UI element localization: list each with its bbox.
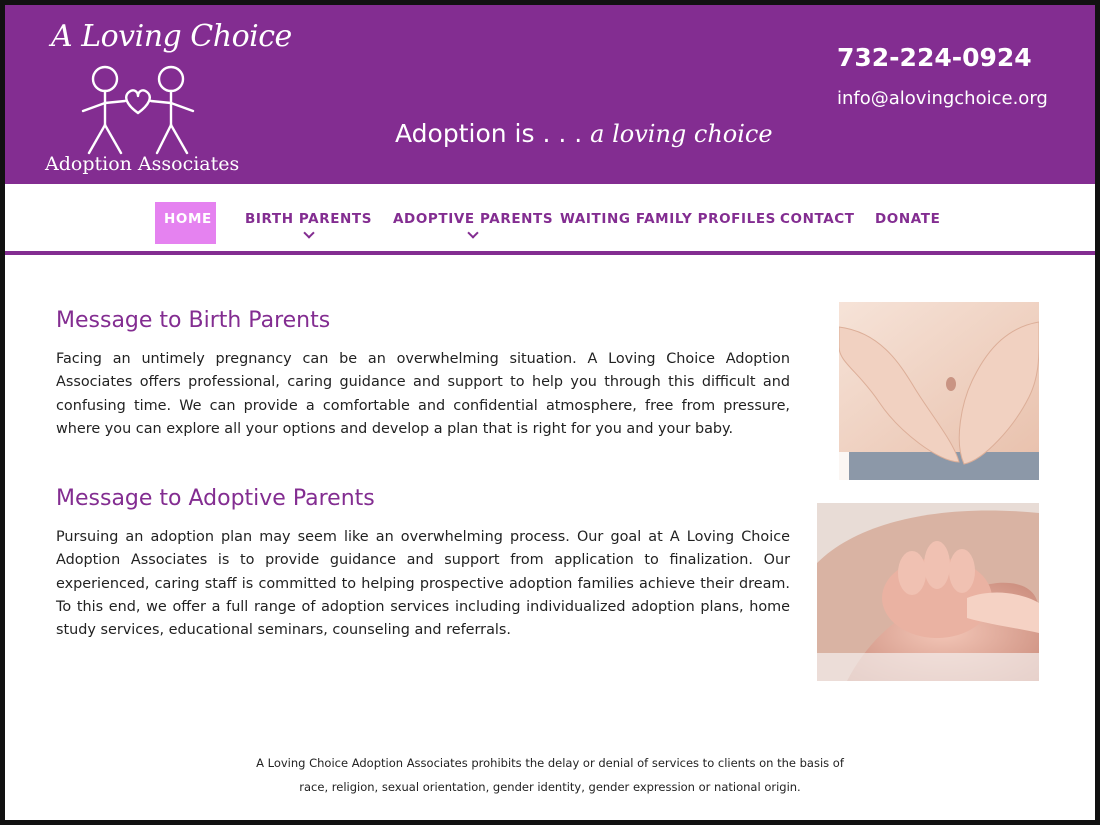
nondiscrimination-notice-line1: A Loving Choice Adoption Associates prohibits the delay or denial of services to clients on the basis of xyxy=(256,756,844,770)
nav-contact[interactable] xyxy=(771,202,864,244)
adoptive-parents-message: Pursuing an adoption plan may seem like an overwhelming process. Our goal at A Loving Choice Adoption Associates is to provide guidance and support from application to finalization. Our experienced, caring staff is committed to helping prospective adoption families achieve their dream. To this end, we offer a full range of adoption services including individualized adoption plans, home study services, educational seminars, counseling and referrals. xyxy=(56,529,790,639)
birth-parents-heading: Message to Birth Parents xyxy=(56,308,331,333)
nav-contact-label: CONTACT xyxy=(780,211,855,227)
pregnant-belly-heart-hands-photo xyxy=(839,302,1039,480)
logo-subtitle: Adoption Associates xyxy=(45,153,240,175)
chevron-down-icon xyxy=(303,227,314,238)
site-logo[interactable] xyxy=(45,15,292,183)
nav-waiting-family-profiles[interactable] xyxy=(551,202,785,244)
site-header xyxy=(5,5,1095,184)
birth-parents-message: Facing an untimely pregnancy can be an overwhelming situation. A Loving Choice Adoption Associates offers professional, caring guidance and support to help you through this difficult and confusing time. We can provide a comfortable and confidential atmosphere, free from pressure, where you can explore all your options and develop a plan that is right for you and your baby. xyxy=(56,351,790,437)
nav-birth-parents[interactable] xyxy=(236,202,381,244)
adoptive-parents-heading: Message to Adoptive Parents xyxy=(56,486,375,511)
main-nav xyxy=(5,184,1095,255)
chevron-down-icon xyxy=(467,227,478,238)
tagline-script: a loving choice xyxy=(590,120,773,148)
site-tagline xyxy=(395,119,773,148)
phone-number[interactable]: 732-224-0924 xyxy=(837,43,1032,72)
nav-adoptive-parents-label: ADOPTIVE PARENTS xyxy=(393,211,554,227)
logo-title: A Loving Choice xyxy=(51,19,292,54)
email-link[interactable]: info@alovingchoice.org xyxy=(837,88,1048,109)
stick-figures-heart-icon xyxy=(67,61,217,155)
nav-donate[interactable] xyxy=(866,202,949,244)
baby-hand-holding-finger-photo xyxy=(817,503,1039,681)
nondiscrimination-notice-line2: race, religion, sexual orientation, gender identity, gender expression or national origin. xyxy=(299,780,801,794)
nav-home-label: HOME xyxy=(164,211,212,227)
nav-donate-label: DONATE xyxy=(875,211,941,227)
nav-home[interactable] xyxy=(155,202,216,244)
tagline-prefix: Adoption is . . . xyxy=(395,119,583,148)
nav-birth-parents-label: BIRTH PARENTS xyxy=(245,211,373,227)
nav-waiting-family-profiles-label: WAITING FAMILY PROFILES xyxy=(560,211,776,227)
nav-adoptive-parents[interactable] xyxy=(384,202,562,244)
